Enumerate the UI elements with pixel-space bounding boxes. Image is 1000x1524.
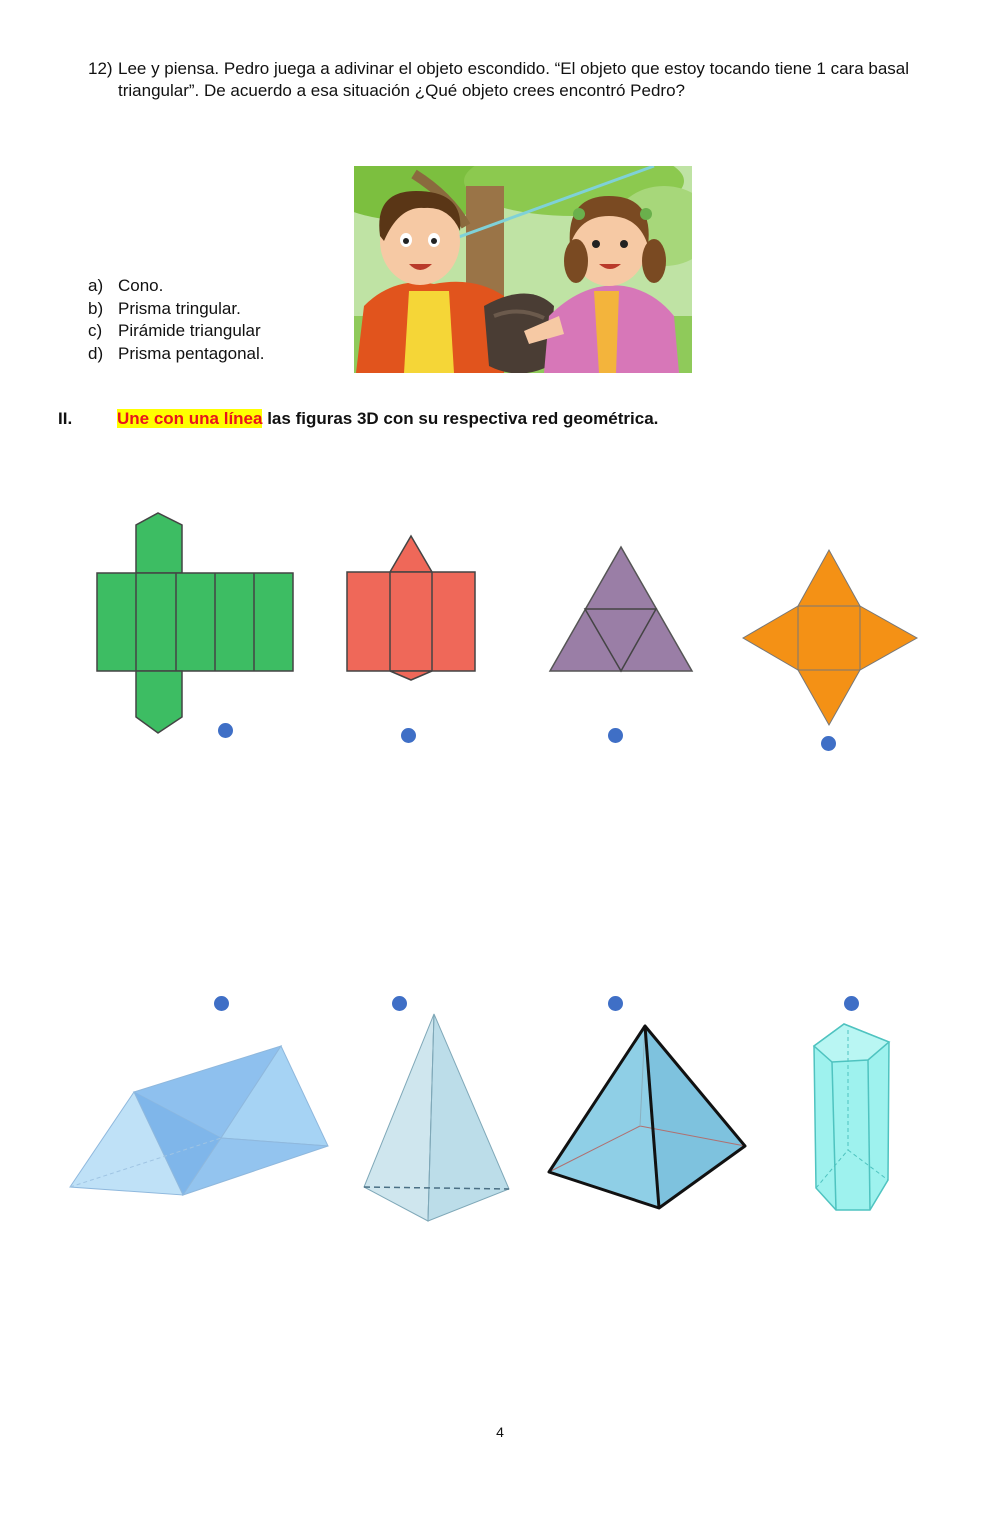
pentagonal-prism-solid xyxy=(808,1020,898,1215)
triangular-prism-solid xyxy=(66,1040,334,1200)
tall-pyramid-solid xyxy=(360,1010,515,1225)
triangular-pyramid-solid xyxy=(545,1022,750,1214)
net-dot-4[interactable] xyxy=(821,736,836,751)
solid-dot-3[interactable] xyxy=(608,996,623,1011)
solid-dot-4[interactable] xyxy=(844,996,859,1011)
children-illustration xyxy=(354,166,692,373)
section-number: II. xyxy=(58,409,73,428)
net-dot-1[interactable] xyxy=(218,723,233,738)
page-number: 4 xyxy=(496,1424,504,1440)
triangular-pyramid-net xyxy=(546,543,696,675)
instruction-rest: las figuras 3D con su respectiva red geométrica. xyxy=(262,409,659,428)
section-instruction xyxy=(117,409,658,429)
question-number: 12) xyxy=(88,59,113,78)
pentagonal-prism-net xyxy=(90,505,300,740)
solid-dot-2[interactable] xyxy=(392,996,407,1011)
net-dot-3[interactable] xyxy=(608,728,623,743)
square-pyramid-net xyxy=(739,547,921,729)
triangular-prism-net xyxy=(343,532,479,682)
question-text: Lee y piensa. Pedro juega a adivinar el objeto escondido. “El objeto que estoy tocando tiene 1 cara basal triangular”. De acuerdo a esa situación ¿Qué objeto crees encontró Pedro? xyxy=(118,59,910,100)
solid-dot-1[interactable] xyxy=(214,996,229,1011)
net-dot-2[interactable] xyxy=(401,728,416,743)
highlighted-instruction: Une con una línea xyxy=(117,409,263,428)
